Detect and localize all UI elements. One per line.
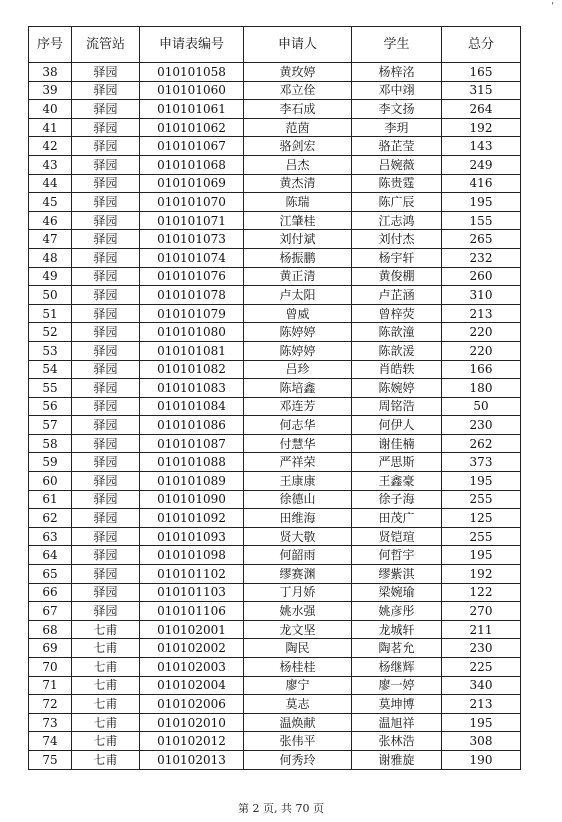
- cell-index: 62: [29, 509, 72, 528]
- cell-applicant: 杨振鹏: [244, 248, 352, 267]
- cell-form-number: 010101068: [140, 155, 244, 174]
- cell-form-number: 010102001: [140, 620, 244, 639]
- page-footer: 第 2 页, 共 70 页: [238, 802, 324, 815]
- cell-student: 曾梓荧: [352, 304, 442, 323]
- cell-student: 骆芷莹: [352, 137, 442, 156]
- cell-total-score: 255: [442, 490, 521, 509]
- cell-applicant: 陈婷婷: [244, 341, 352, 360]
- cell-form-number: 010101103: [140, 583, 244, 602]
- cell-station: 驿园: [72, 602, 140, 621]
- cell-student: 温旭祥: [352, 713, 442, 732]
- cell-station: 驿园: [72, 416, 140, 435]
- cell-applicant: 吕珍: [244, 360, 352, 379]
- cell-station: 驿园: [72, 81, 140, 100]
- cell-index: 64: [29, 546, 72, 565]
- table-row: [29, 341, 521, 360]
- cell-applicant: 何秀玲: [244, 750, 352, 769]
- table-row: [29, 360, 521, 379]
- cell-applicant: 卢太阳: [244, 286, 352, 305]
- header-cell-station: 流管站: [72, 27, 140, 63]
- cell-applicant: 黄玫婷: [244, 63, 352, 82]
- cell-index: 48: [29, 248, 72, 267]
- cell-student: 田茂广: [352, 509, 442, 528]
- header-cell-total-score: 总分: [442, 27, 521, 63]
- cell-applicant: 廖宁: [244, 676, 352, 695]
- cell-form-number: 010101076: [140, 267, 244, 286]
- cell-applicant: 莫志: [244, 695, 352, 714]
- cell-form-number: 010101088: [140, 453, 244, 472]
- cell-station: 驿园: [72, 100, 140, 119]
- cell-total-score: 143: [442, 137, 521, 156]
- cell-form-number: 010102004: [140, 676, 244, 695]
- table-row: [29, 416, 521, 435]
- cell-station: 驿园: [72, 174, 140, 193]
- table-row: [29, 527, 521, 546]
- header-row: [29, 27, 521, 63]
- cell-form-number: 010101102: [140, 565, 244, 584]
- cell-applicant: 李石成: [244, 100, 352, 119]
- cell-total-score: 195: [442, 472, 521, 491]
- table-row: [29, 155, 521, 174]
- cell-total-score: 195: [442, 713, 521, 732]
- cell-student: 刘付杰: [352, 230, 442, 249]
- cell-index: 39: [29, 81, 72, 100]
- cell-index: 51: [29, 304, 72, 323]
- table-row: [29, 509, 521, 528]
- cell-applicant: 何韶雨: [244, 546, 352, 565]
- cell-student: 吕婉薇: [352, 155, 442, 174]
- cell-total-score: 165: [442, 63, 521, 82]
- cell-total-score: 192: [442, 118, 521, 137]
- cell-total-score: 125: [442, 509, 521, 528]
- cell-index: 43: [29, 155, 72, 174]
- cell-student: 李玥: [352, 118, 442, 137]
- cell-student: 何哲宇: [352, 546, 442, 565]
- cell-form-number: 010101062: [140, 118, 244, 137]
- cell-station: 驿园: [72, 509, 140, 528]
- cell-applicant: 陶民: [244, 639, 352, 658]
- cell-index: 72: [29, 695, 72, 714]
- table-row: [29, 286, 521, 305]
- table-row: [29, 658, 521, 677]
- cell-station: 驿园: [72, 304, 140, 323]
- cell-total-score: 230: [442, 639, 521, 658]
- cell-student: 江志鸿: [352, 211, 442, 230]
- table-row: [29, 490, 521, 509]
- cell-index: 54: [29, 360, 72, 379]
- table-row: [29, 639, 521, 658]
- cell-applicant: 曾威: [244, 304, 352, 323]
- cell-index: 74: [29, 732, 72, 751]
- cell-total-score: 315: [442, 81, 521, 100]
- cell-form-number: 010102012: [140, 732, 244, 751]
- table-row: [29, 323, 521, 342]
- table-row: [29, 472, 521, 491]
- cell-student: 李文扬: [352, 100, 442, 119]
- cell-total-score: 195: [442, 193, 521, 212]
- cell-station: 驿园: [72, 379, 140, 398]
- cell-student: 贤铠瑄: [352, 527, 442, 546]
- table-row: [29, 695, 521, 714]
- cell-total-score: 166: [442, 360, 521, 379]
- cell-index: 59: [29, 453, 72, 472]
- cell-total-score: 220: [442, 323, 521, 342]
- cell-index: 75: [29, 750, 72, 769]
- cell-station: 七甫: [72, 750, 140, 769]
- cell-station: 驿园: [72, 472, 140, 491]
- cell-applicant: 徐德山: [244, 490, 352, 509]
- cell-station: 驿园: [72, 565, 140, 584]
- cell-total-score: 232: [442, 248, 521, 267]
- cell-form-number: 010101074: [140, 248, 244, 267]
- cell-form-number: 010101089: [140, 472, 244, 491]
- cell-applicant: 陈培鑫: [244, 379, 352, 398]
- cell-form-number: 010101092: [140, 509, 244, 528]
- cell-index: 65: [29, 565, 72, 584]
- table-row: [29, 434, 521, 453]
- cell-form-number: 010101069: [140, 174, 244, 193]
- table-row: [29, 248, 521, 267]
- cell-index: 56: [29, 397, 72, 416]
- cell-station: 驿园: [72, 155, 140, 174]
- cell-total-score: 225: [442, 658, 521, 677]
- cell-station: 驿园: [72, 360, 140, 379]
- cell-form-number: 010101081: [140, 341, 244, 360]
- cell-total-score: 213: [442, 695, 521, 714]
- cell-index: 38: [29, 63, 72, 82]
- cell-student: 王鑫豪: [352, 472, 442, 491]
- cell-form-number: 010101080: [140, 323, 244, 342]
- cell-student: 肖皓轶: [352, 360, 442, 379]
- cell-total-score: 155: [442, 211, 521, 230]
- cell-total-score: 260: [442, 267, 521, 286]
- cell-applicant: 龙文坚: [244, 620, 352, 639]
- table-row: [29, 453, 521, 472]
- table-row: [29, 211, 521, 230]
- cell-total-score: 249: [442, 155, 521, 174]
- cell-index: 63: [29, 527, 72, 546]
- cell-index: 50: [29, 286, 72, 305]
- table-row: [29, 565, 521, 584]
- cell-form-number: 010101087: [140, 434, 244, 453]
- cell-student: 卢芷涵: [352, 286, 442, 305]
- cell-index: 53: [29, 341, 72, 360]
- cell-student: 梁婉瑜: [352, 583, 442, 602]
- cell-index: 55: [29, 379, 72, 398]
- cell-total-score: 195: [442, 546, 521, 565]
- cell-station: 七甫: [72, 695, 140, 714]
- cell-form-number: 010101058: [140, 63, 244, 82]
- corner-mark: ': [551, 2, 554, 12]
- table-row: [29, 174, 521, 193]
- table-row: [29, 583, 521, 602]
- cell-applicant: 王康康: [244, 472, 352, 491]
- cell-applicant: 田维海: [244, 509, 352, 528]
- cell-station: 七甫: [72, 639, 140, 658]
- cell-form-number: 010101083: [140, 379, 244, 398]
- table-row: [29, 137, 521, 156]
- cell-student: 龙城轩: [352, 620, 442, 639]
- header-cell-student: 学生: [352, 27, 442, 63]
- header-cell-applicant: 申请人: [244, 27, 352, 63]
- cell-station: 驿园: [72, 583, 140, 602]
- cell-form-number: 010101093: [140, 527, 244, 546]
- cell-applicant: 刘付斌: [244, 230, 352, 249]
- cell-form-number: 010101061: [140, 100, 244, 119]
- cell-applicant: 陈婷婷: [244, 323, 352, 342]
- table-row: [29, 713, 521, 732]
- cell-index: 41: [29, 118, 72, 137]
- table-header: [29, 27, 521, 63]
- cell-index: 66: [29, 583, 72, 602]
- cell-total-score: 264: [442, 100, 521, 119]
- cell-applicant: 吕杰: [244, 155, 352, 174]
- cell-student: 莫坤博: [352, 695, 442, 714]
- cell-form-number: 010101060: [140, 81, 244, 100]
- cell-total-score: 213: [442, 304, 521, 323]
- cell-index: 47: [29, 230, 72, 249]
- cell-applicant: 缪赛渊: [244, 565, 352, 584]
- cell-index: 69: [29, 639, 72, 658]
- cell-total-score: 270: [442, 602, 521, 621]
- table-row: [29, 620, 521, 639]
- cell-applicant: 黄杰清: [244, 174, 352, 193]
- cell-total-score: 262: [442, 434, 521, 453]
- cell-applicant: 范茵: [244, 118, 352, 137]
- cell-total-score: 255: [442, 527, 521, 546]
- cell-total-score: 211: [442, 620, 521, 639]
- cell-student: 陈婉婷: [352, 379, 442, 398]
- cell-student: 徐子海: [352, 490, 442, 509]
- cell-station: 驿园: [72, 527, 140, 546]
- cell-student: 何伊人: [352, 416, 442, 435]
- cell-student: 严思斯: [352, 453, 442, 472]
- cell-index: 58: [29, 434, 72, 453]
- cell-student: 谢雅旋: [352, 750, 442, 769]
- header-cell-index: 序号: [29, 27, 72, 63]
- cell-form-number: 010102003: [140, 658, 244, 677]
- cell-applicant: 温焕献: [244, 713, 352, 732]
- cell-station: 驿园: [72, 490, 140, 509]
- cell-form-number: 010101082: [140, 360, 244, 379]
- cell-applicant: 严祥荣: [244, 453, 352, 472]
- cell-station: 驿园: [72, 230, 140, 249]
- score-table: [28, 26, 521, 770]
- cell-station: 驿园: [72, 137, 140, 156]
- table-row: [29, 676, 521, 695]
- cell-station: 驿园: [72, 248, 140, 267]
- cell-student: 邓中翊: [352, 81, 442, 100]
- cell-student: 杨梓洺: [352, 63, 442, 82]
- cell-index: 73: [29, 713, 72, 732]
- cell-form-number: 010101098: [140, 546, 244, 565]
- cell-total-score: 340: [442, 676, 521, 695]
- cell-student: 陈贵霆: [352, 174, 442, 193]
- cell-applicant: 付慧华: [244, 434, 352, 453]
- table-row: [29, 732, 521, 751]
- cell-station: 驿园: [72, 546, 140, 565]
- cell-form-number: 010101106: [140, 602, 244, 621]
- cell-index: 42: [29, 137, 72, 156]
- cell-station: 驿园: [72, 397, 140, 416]
- table-row: [29, 304, 521, 323]
- table-row: [29, 602, 521, 621]
- cell-form-number: 010101073: [140, 230, 244, 249]
- cell-total-score: 373: [442, 453, 521, 472]
- cell-total-score: 308: [442, 732, 521, 751]
- cell-student: 黄俊棚: [352, 267, 442, 286]
- cell-form-number: 010101090: [140, 490, 244, 509]
- cell-student: 周铭浩: [352, 397, 442, 416]
- cell-station: 驿园: [72, 286, 140, 305]
- cell-station: 驿园: [72, 267, 140, 286]
- cell-index: 44: [29, 174, 72, 193]
- cell-index: 57: [29, 416, 72, 435]
- cell-student: 缪紫淇: [352, 565, 442, 584]
- cell-applicant: 陈瑞: [244, 193, 352, 212]
- cell-total-score: 190: [442, 750, 521, 769]
- cell-station: 驿园: [72, 63, 140, 82]
- cell-student: 姚彦彤: [352, 602, 442, 621]
- cell-applicant: 邓立佺: [244, 81, 352, 100]
- cell-applicant: 骆剑宏: [244, 137, 352, 156]
- cell-student: 陈广辰: [352, 193, 442, 212]
- cell-station: 驿园: [72, 118, 140, 137]
- cell-applicant: 何志华: [244, 416, 352, 435]
- cell-index: 46: [29, 211, 72, 230]
- table-row: [29, 118, 521, 137]
- cell-student: 张林浩: [352, 732, 442, 751]
- table-row: [29, 267, 521, 286]
- cell-student: 谢佳楠: [352, 434, 442, 453]
- cell-station: 七甫: [72, 658, 140, 677]
- cell-student: 陶茗允: [352, 639, 442, 658]
- cell-station: 驿园: [72, 453, 140, 472]
- cell-total-score: 180: [442, 379, 521, 398]
- cell-form-number: 010101071: [140, 211, 244, 230]
- cell-station: 驿园: [72, 341, 140, 360]
- cell-index: 71: [29, 676, 72, 695]
- cell-station: 驿园: [72, 434, 140, 453]
- cell-total-score: 220: [442, 341, 521, 360]
- cell-station: 驿园: [72, 211, 140, 230]
- cell-applicant: 杨桂桂: [244, 658, 352, 677]
- cell-student: 杨继辉: [352, 658, 442, 677]
- cell-student: 廖一婷: [352, 676, 442, 695]
- cell-form-number: 010101079: [140, 304, 244, 323]
- cell-index: 40: [29, 100, 72, 119]
- cell-index: 45: [29, 193, 72, 212]
- cell-station: 七甫: [72, 676, 140, 695]
- cell-applicant: 黄正清: [244, 267, 352, 286]
- cell-total-score: 265: [442, 230, 521, 249]
- cell-form-number: 010101084: [140, 397, 244, 416]
- cell-total-score: 416: [442, 174, 521, 193]
- cell-form-number: 010101078: [140, 286, 244, 305]
- table-row: [29, 397, 521, 416]
- cell-applicant: 贤大敬: [244, 527, 352, 546]
- cell-station: 七甫: [72, 713, 140, 732]
- header-cell-form-number: 申请表编号: [140, 27, 244, 63]
- cell-form-number: 010102002: [140, 639, 244, 658]
- cell-total-score: 230: [442, 416, 521, 435]
- cell-form-number: 010102006: [140, 695, 244, 714]
- cell-station: 驿园: [72, 323, 140, 342]
- table-row: [29, 546, 521, 565]
- cell-index: 67: [29, 602, 72, 621]
- cell-index: 60: [29, 472, 72, 491]
- table-body: [29, 63, 521, 770]
- cell-form-number: 010102013: [140, 750, 244, 769]
- cell-total-score: 192: [442, 565, 521, 584]
- cell-form-number: 010102010: [140, 713, 244, 732]
- cell-form-number: 010101086: [140, 416, 244, 435]
- cell-applicant: 张伟平: [244, 732, 352, 751]
- table-row: [29, 193, 521, 212]
- cell-applicant: 丁月娇: [244, 583, 352, 602]
- cell-index: 61: [29, 490, 72, 509]
- cell-station: 驿园: [72, 193, 140, 212]
- cell-student: 陈歆潼: [352, 323, 442, 342]
- cell-form-number: 010101067: [140, 137, 244, 156]
- cell-index: 68: [29, 620, 72, 639]
- table-row: [29, 81, 521, 100]
- cell-station: 七甫: [72, 620, 140, 639]
- cell-index: 70: [29, 658, 72, 677]
- cell-form-number: 010101070: [140, 193, 244, 212]
- cell-student: 陈歆湲: [352, 341, 442, 360]
- cell-total-score: 310: [442, 286, 521, 305]
- cell-applicant: 江肇桂: [244, 211, 352, 230]
- cell-total-score: 122: [442, 583, 521, 602]
- table-row: [29, 750, 521, 769]
- table-row: [29, 63, 521, 82]
- cell-station: 七甫: [72, 732, 140, 751]
- cell-applicant: 姚水强: [244, 602, 352, 621]
- cell-student: 杨宇轩: [352, 248, 442, 267]
- table-row: [29, 379, 521, 398]
- cell-applicant: 邓连芳: [244, 397, 352, 416]
- cell-total-score: 50: [442, 397, 521, 416]
- cell-index: 49: [29, 267, 72, 286]
- table-row: [29, 100, 521, 119]
- cell-index: 52: [29, 323, 72, 342]
- table-row: [29, 230, 521, 249]
